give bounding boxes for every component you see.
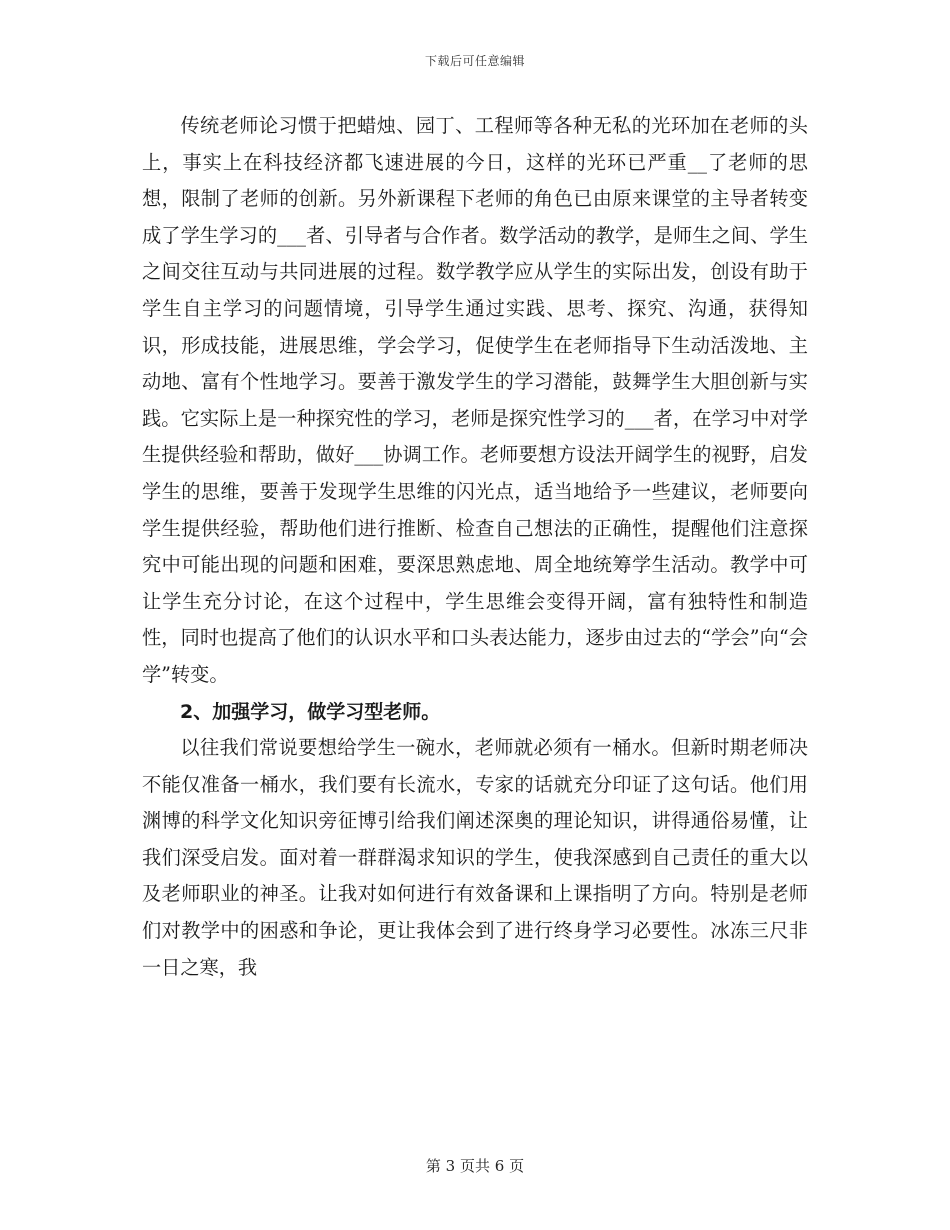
section-heading: 2、加强学习，做学习型老师。: [180, 700, 441, 723]
header-note: 下载后可任意编辑: [424, 54, 525, 68]
document-body: [142, 108, 808, 986]
body-paragraph-2: 以往我们常说要想给学生一碗水，老师就必须有一桶水。但新时期老师决不能仅准备一桶水，我们要有长流水，专家的话就充分印证了这句话。他们用渊博的科学文化知识旁征博引给我们阐述深奥的理论知识，讲得通俗易懂，让我们深受启发。面对着一群群渴求知识的学生，使我深感到自己责任的重大以及老师职业的神圣。让我对如何进行有效备课和上课指明了方向。特别是老师们对教学中的困惑和争论，更让我体会到了进行终身学习必要性。冰冻三尺非一日之寒，我: [142, 736, 808, 979]
body-paragraph-1: 传统老师论习惯于把蜡烛、园丁、工程师等各种无私的光环加在老师的头上，事实上在科技经济都飞速进展的今日，这样的光环已严重__了老师的思想，限制了老师的创新。另外新课程下老师的角色已由原来课堂的主导者转变成了学生学习的___者、引导者与合作者。数学活动的教学，是师生之间、学生之间交往互动与共同进展的过程。数学教学应从学生的实际出发，创设有助于学生自主学习的问题情境，引导学生通过实践、思考、探究、沟通，获得知识，形成技能，进展思维，学会学习，促使学生在老师指导下生动活泼地、主动地、富有个性地学习。要善于激发学生的学习潜能，鼓舞学生大胆创新与实践。它实际上是一种探究性的学习，老师是探究性学习的___者，在学习中对学生提供经验和帮助，做好___协调工作。老师要想方设法开阔学生的视野，启发学生的思维，要善于发现学生思维的闪光点，适当地给予一些建议，老师要向学生提供经验，帮助他们进行推断、检查自己想法的正确性，提醒他们注意探究中可能出现的问题和困难，要深思熟虑地、周全地统筹学生活动。教学中可让学生充分讨论，在这个过程中，学生思维会变得开阔，富有独特性和制造性，同时也提高了他们的认识水平和口头表达能力，逐步由过去的“学会”向“会学”转变。: [142, 114, 808, 686]
page-number: 第 3 页共 6 页: [425, 1157, 525, 1175]
